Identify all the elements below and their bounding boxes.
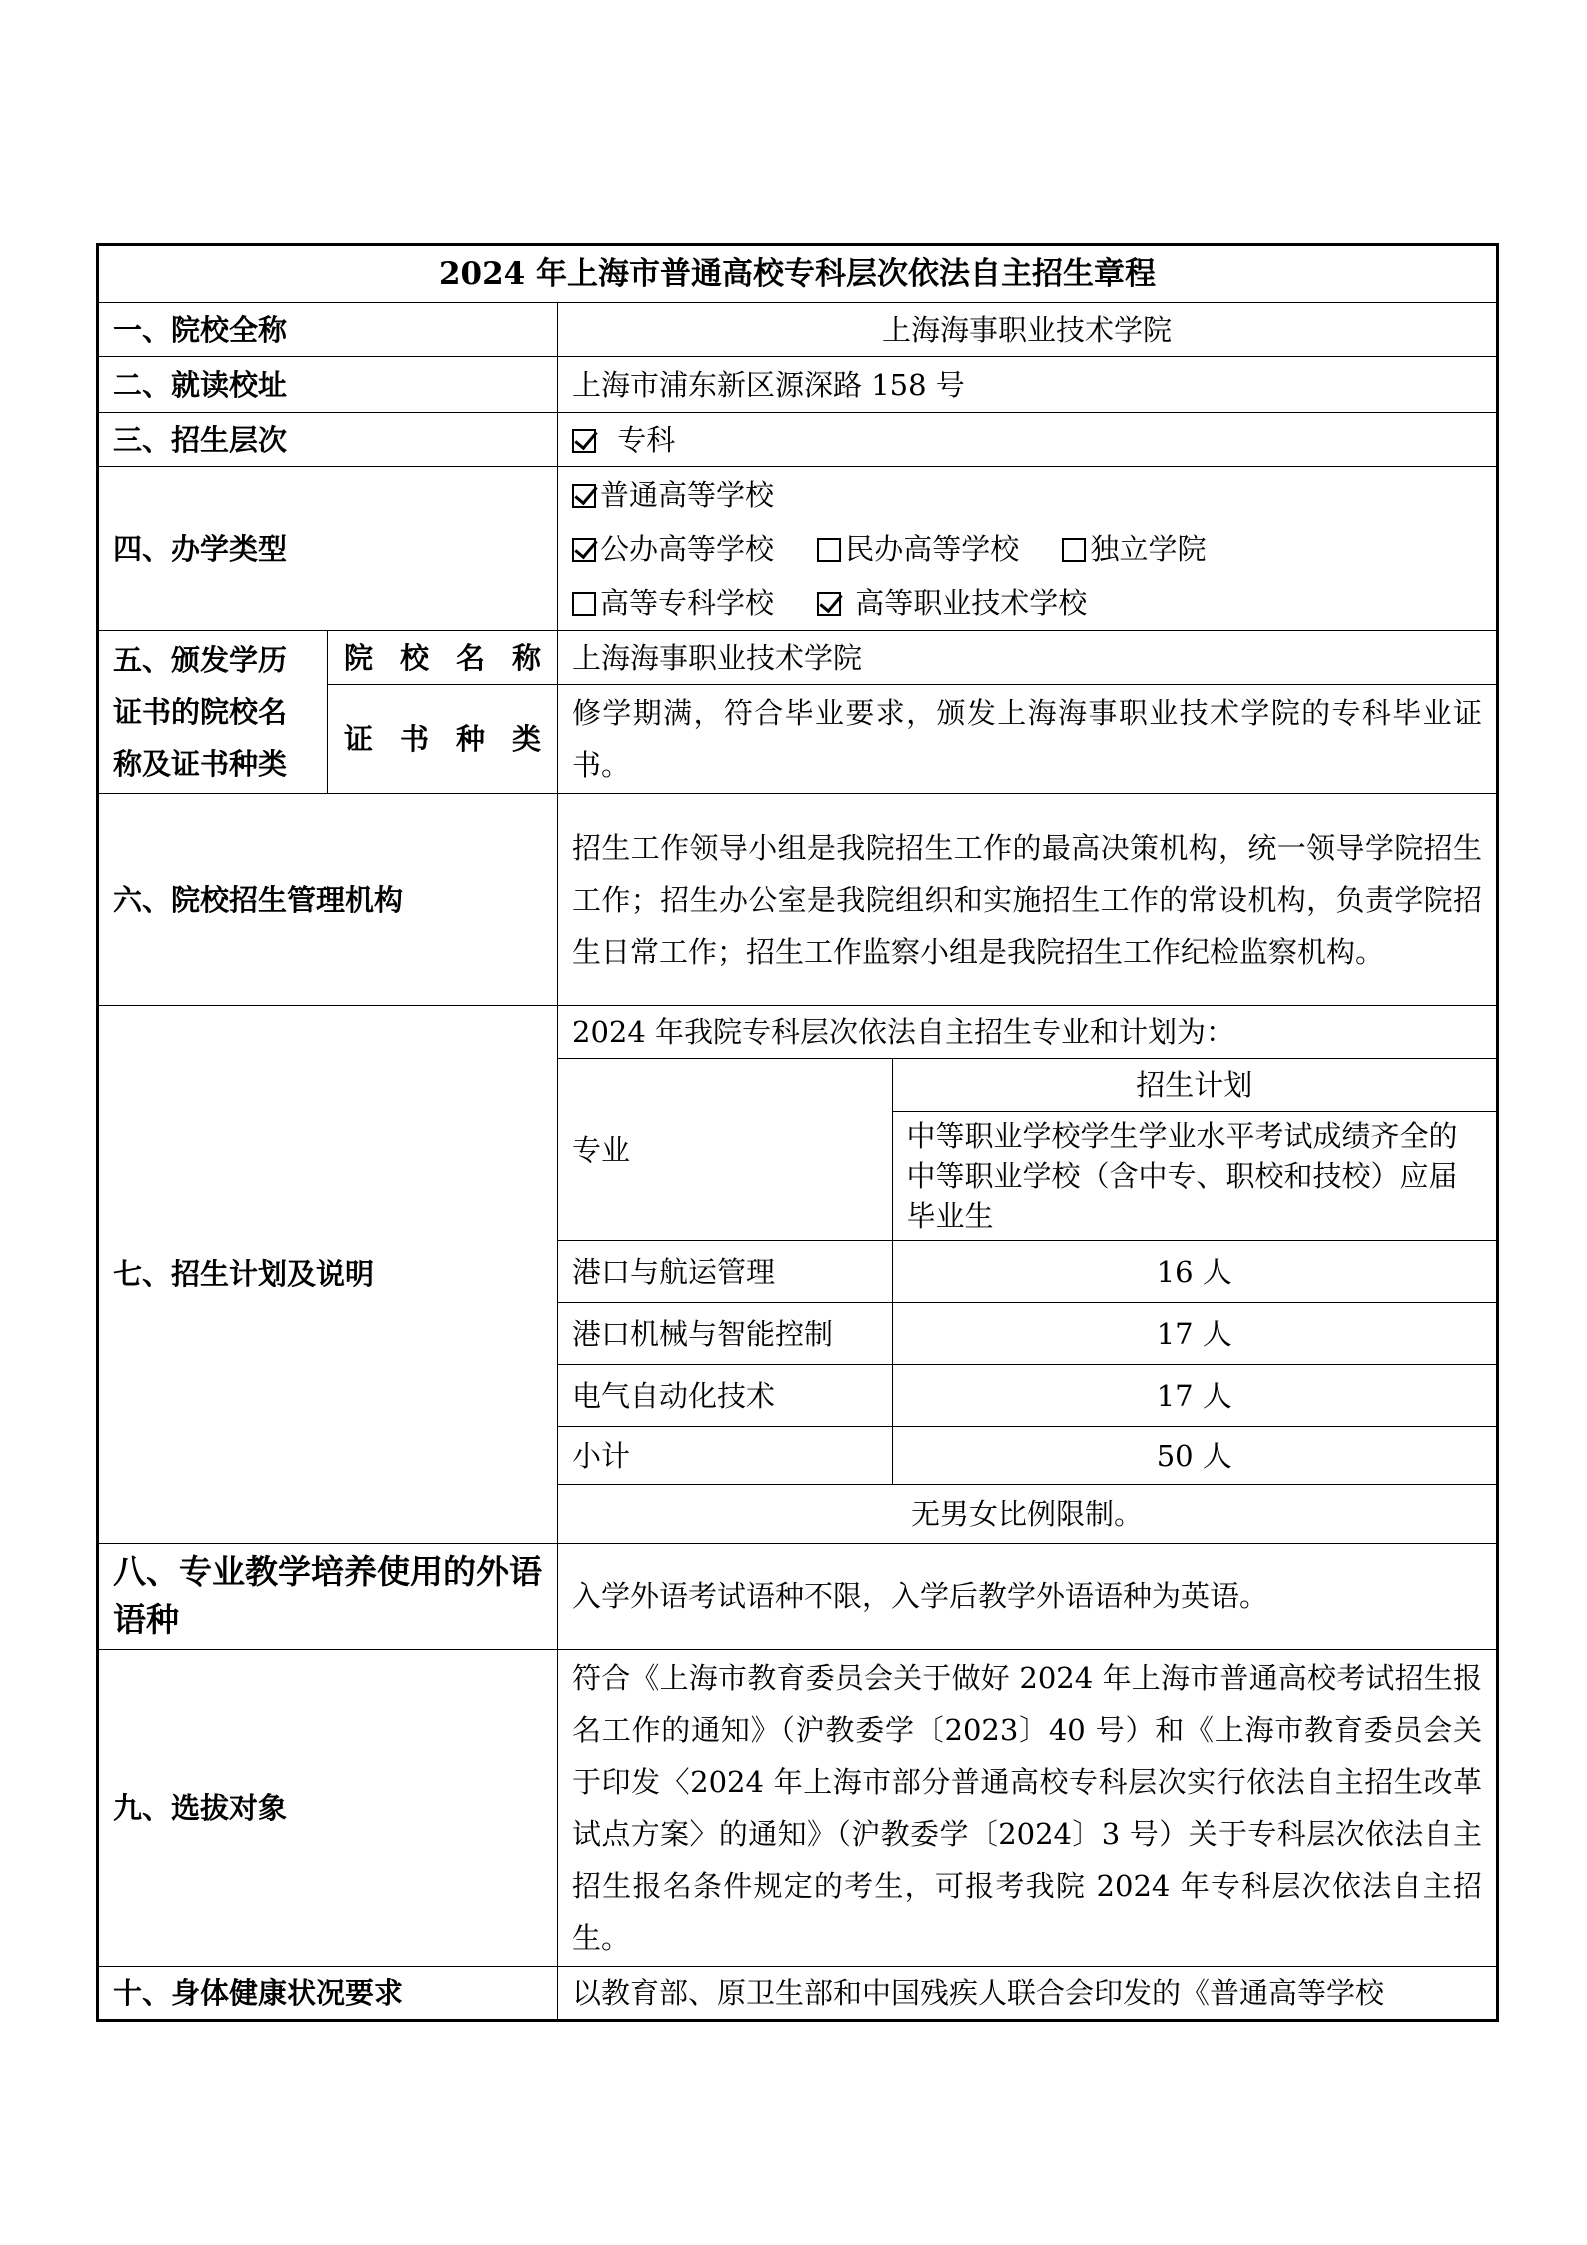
- enrollment-plan-table: [558, 1006, 1496, 1543]
- label-institution-name: 院校名称: [328, 631, 558, 685]
- plan-major: 电气自动化技术: [558, 1365, 892, 1427]
- label-address: 二、就读校址: [98, 357, 558, 413]
- label-certificate-type: 证书种类: [328, 685, 558, 794]
- option-independent-college: 独立学院: [1090, 531, 1207, 566]
- regulations-document: [96, 243, 1496, 2022]
- plan-intro: 2024 年我院专科层次依法自主招生专业和计划为：: [558, 1006, 1496, 1059]
- value-selection-target: 符合《上海市教育委员会关于做好 2024 年上海市普通高校考试招生报名工作的通知》（沪教委学〔2023〕40 号）和《上海市教育委员会关于印发〈2024 年上海市部分普通高校专科层次实行依法自主招生改革试点方案〉的通知》（沪教委学〔2024〕3 号）关于专科层次依法自主招生报名条件规定的考生，可报考我院 2024 年专科层次依法自主招生。: [558, 1649, 1498, 1966]
- checkbox-vocational-college: [817, 592, 841, 616]
- value-level: [558, 413, 1498, 467]
- plan-count: 17 人: [892, 1365, 1496, 1427]
- enrollment-plan-cell: [558, 1006, 1498, 1544]
- plan-header-plan: 招生计划: [892, 1059, 1496, 1112]
- plan-major: 港口机械与智能控制: [558, 1303, 892, 1365]
- value-school-name: 上海海事职业技术学院: [558, 303, 1498, 357]
- document-title: 2024 年上海市普通高校专科层次依法自主招生章程: [98, 245, 1498, 303]
- plan-count: 16 人: [892, 1241, 1496, 1303]
- checkbox-independent-college: [1062, 538, 1086, 562]
- plan-count: 17 人: [892, 1303, 1496, 1365]
- value-health-requirement: 以教育部、原卫生部和中国残疾人联合会印发的《普通高等学校: [558, 1966, 1498, 2020]
- checkbox-private-college: [817, 538, 841, 562]
- value-foreign-language: 入学外语考试语种不限，入学后教学外语语种为英语。: [558, 1543, 1498, 1649]
- checkbox-specialty: [572, 429, 596, 453]
- value-school-type: [558, 467, 1498, 631]
- checkbox-junior-college: [572, 592, 596, 616]
- checkbox-public-college: [572, 538, 596, 562]
- value-institution-name: 上海海事职业技术学院: [558, 631, 1498, 685]
- checkbox-regular-college: [572, 484, 596, 508]
- value-certificate-type: 修学期满，符合毕业要求，颁发上海海事职业技术学院的专科毕业证书。: [558, 685, 1498, 794]
- plan-subtotal-count: 50 人: [892, 1427, 1496, 1485]
- label-admission-office: 六、院校招生管理机构: [98, 794, 558, 1006]
- label-school-name: 一、院校全称: [98, 303, 558, 357]
- option-private-college: 民办高等学校: [845, 531, 1020, 566]
- plan-major: 港口与航运管理: [558, 1241, 892, 1303]
- label-health-requirement: 十、身体健康状况要求: [98, 1966, 558, 2020]
- regulations-table: [96, 243, 1499, 2022]
- label-foreign-language: 八、专业教学培养使用的外语语种: [98, 1543, 558, 1649]
- label-school-type: 四、办学类型: [98, 467, 558, 631]
- label-selection-target: 九、选拔对象: [98, 1649, 558, 1966]
- value-address: 上海市浦东新区源深路 158 号: [558, 357, 1498, 413]
- option-specialty: 专科: [617, 422, 676, 457]
- label-level: 三、招生层次: [98, 413, 558, 467]
- option-public-college: 公办高等学校: [600, 531, 775, 566]
- label-enrollment-plan: 七、招生计划及说明: [98, 1006, 558, 1544]
- option-vocational-college: 高等职业技术学校: [855, 585, 1088, 620]
- plan-header-sub: 中等职业学校学生学业水平考试成绩齐全的中等职业学校（含中专、职校和技校）应届毕业生: [892, 1112, 1496, 1241]
- value-admission-office: 招生工作领导小组是我院招生工作的最高决策机构，统一领导学院招生工作；招生办公室是我院组织和实施招生工作的常设机构，负责学院招生日常工作；招生工作监察小组是我院招生工作纪检监察机构。: [558, 794, 1498, 1006]
- plan-header-major: 专业: [558, 1059, 892, 1241]
- option-junior-college: 高等专科学校: [600, 585, 775, 620]
- plan-subtotal-label: 小计: [558, 1427, 892, 1485]
- option-regular-college: 普通高等学校: [600, 477, 775, 512]
- plan-note: 无男女比例限制。: [558, 1485, 1496, 1543]
- label-certificate: 五、颁发学历证书的院校名称及证书种类: [98, 631, 328, 794]
